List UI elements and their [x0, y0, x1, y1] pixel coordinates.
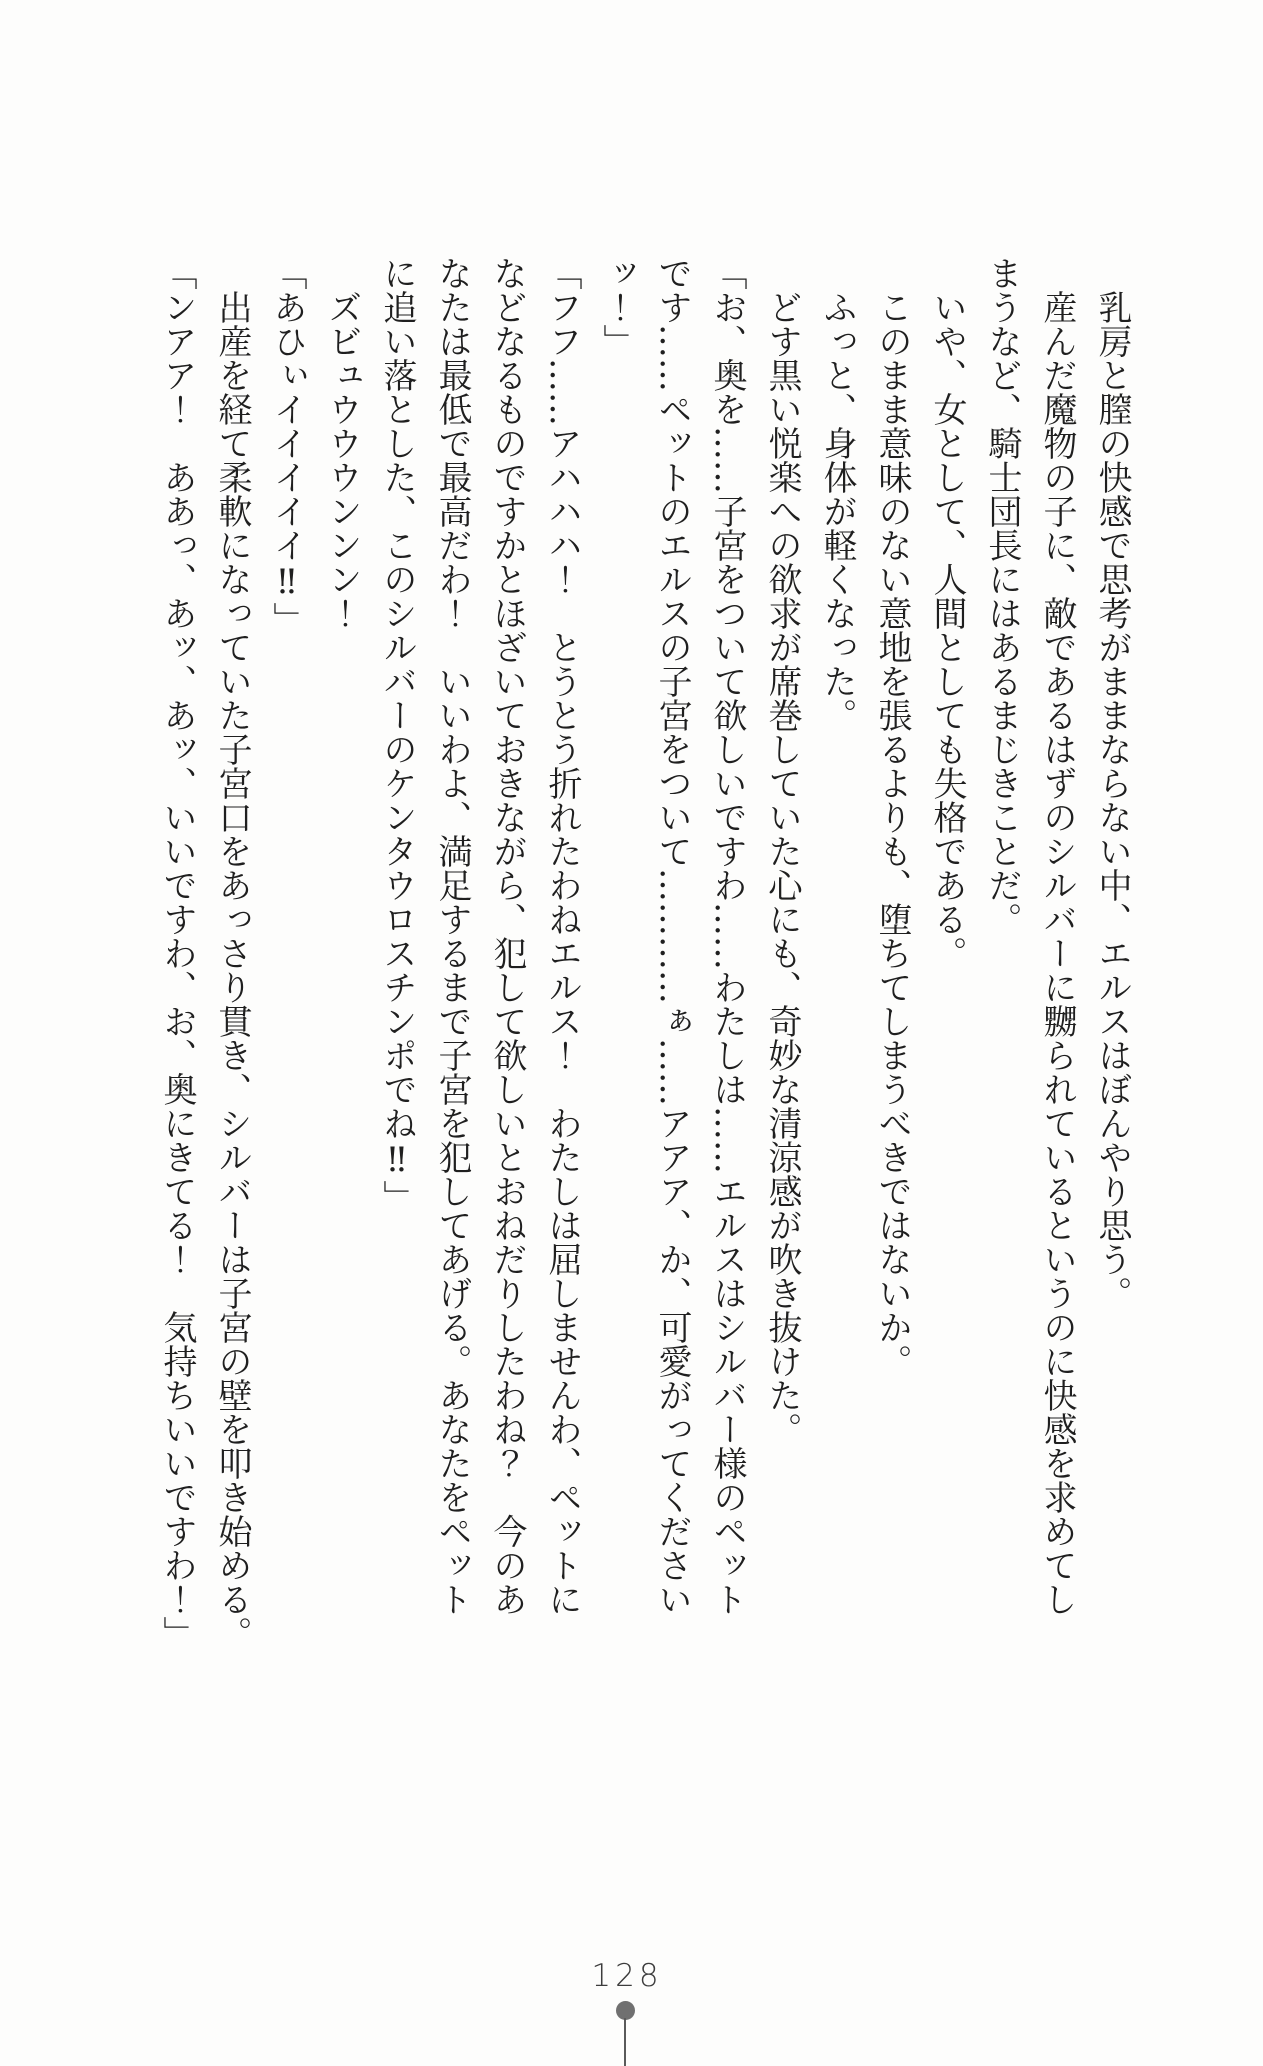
- text-column: です……ペットのエルスの子宮をついて…………ぁ……アアア、か、可愛がってください: [652, 256, 692, 1616]
- text-column: まうなど、騎士団長にはあるまじきことだ。: [982, 256, 1022, 936]
- text-column: 「お、奥を……子宮をついて欲しいですわ……わたしは……エルスはシルバー様のペット: [707, 256, 747, 1616]
- page-marker-line: [624, 2018, 626, 2066]
- text-column: いや、女として、人間としても失格である。: [927, 290, 967, 970]
- text-column: 産んだ魔物の子に、敵であるはずのシルバーに嬲られているというのに快感を求めてし: [1037, 290, 1077, 1616]
- text-column: このまま意味のない意地を張るよりも、堕ちてしまうべきではないか。: [872, 290, 912, 1378]
- text-column: などなるものですかとほざいておきながら、犯して欲しいとおねだりしたわね？ 今のあ: [487, 256, 527, 1616]
- text-column: 出産を経て柔軟になっていた子宮口をあっさり貫き、シルバーは子宮の壁を叩き始める。: [212, 290, 252, 1650]
- text-column: ふっと、身体が軽くなった。: [817, 290, 857, 732]
- text-column: 「フフ……アハハハ！ とうとう折れたわねエルス！ わたしは屈しませんわ、ペットに: [542, 256, 582, 1616]
- text-column: なたは最低で最高だわ！ いいわよ、満足するまで子宮を犯してあげる。あなたをペット: [432, 256, 472, 1616]
- text-column: に追い落とした、このシルバーのケンタウロスチンポでね‼」: [377, 256, 417, 1214]
- text-column: 「あひぃイイイイイ‼」: [267, 256, 307, 636]
- text-columns: [149, 256, 1139, 1656]
- text-column: ズビュウウウンンン！: [322, 290, 362, 630]
- text-column: どす黒い悦楽への欲求が席巻していた心にも、奇妙な清涼感が吹き抜けた。: [762, 290, 802, 1446]
- text-column: ッ！」: [597, 256, 637, 358]
- text-column: 「ンアア！ ああっ、あッ、あッ、いいですわ、お、奥にきてる！ 気持ちいいですわ！」: [157, 256, 197, 1650]
- text-column: 乳房と膣の快感で思考がままならない中、エルスはぼんやり思う。: [1092, 290, 1132, 1310]
- page-number: 128: [591, 1958, 663, 1994]
